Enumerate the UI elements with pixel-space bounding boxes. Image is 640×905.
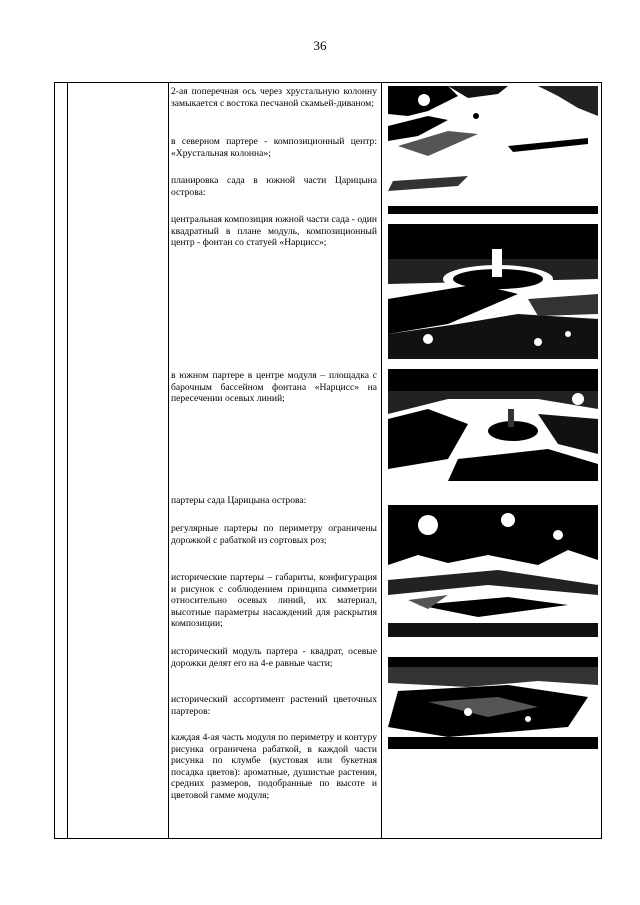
- paragraph: в южном партере в центре модуля – площадка с барочным бассейном фонтана «Нарцисс» на пересечении осевых линий;: [171, 370, 377, 405]
- crystal-column-parterre-photo: [388, 86, 598, 214]
- column-divider: [168, 83, 169, 838]
- southern-parterre-fountain-photo: [388, 369, 598, 481]
- paragraph: каждая 4-ая часть модуля по периметру и контуру рисунка ограничена рабаткой, в каждой части рисунка по клумбе (кустовая или букетная посадка цветов): ароматные, душистые растения, средних размеров, подобранные по высоте и цветовой гамме модуля;: [171, 732, 377, 801]
- paragraph: исторический модуль партера - квадрат, осевые дорожки делят его на 4-е равные части;: [171, 646, 377, 669]
- paragraph: исторические партеры – габариты, конфигурация и рисунок с соблюдением принципа симметрии относительно осевых линий, их материал, высотные параметры насаждений для раскрытия композиции;: [171, 572, 377, 630]
- paragraph: регулярные партеры по периметру ограничены дорожкой с рабаткой из сортовых роз;: [171, 523, 377, 546]
- paragraph: партеры сада Царицына острова:: [171, 495, 307, 506]
- paragraph: в северном партере - композиционный центр: «Хрустальная колонна»;: [171, 136, 377, 159]
- parterre-module-photo: [388, 657, 598, 749]
- content-table: [54, 82, 602, 839]
- paragraph: 2-ая поперечная ось через хрустальную колонну замыкается с востока песчаной скамьей-диваном;: [171, 86, 377, 109]
- paragraph: планировка сада в южной части Царицына острова:: [171, 175, 377, 198]
- narcissus-fountain-photo: [388, 224, 598, 359]
- column-divider: [67, 83, 68, 838]
- page-number: 36: [313, 38, 327, 53]
- column-divider: [381, 83, 382, 838]
- regular-parterre-photo: [388, 505, 598, 637]
- paragraph: центральная композиция южной части сада - один квадратный в плане модуль, композиционный центр - фонтан со статуей «Нарцисс»;: [171, 214, 377, 249]
- paragraph: исторический ассортимент растений цветочных партеров:: [171, 694, 377, 717]
